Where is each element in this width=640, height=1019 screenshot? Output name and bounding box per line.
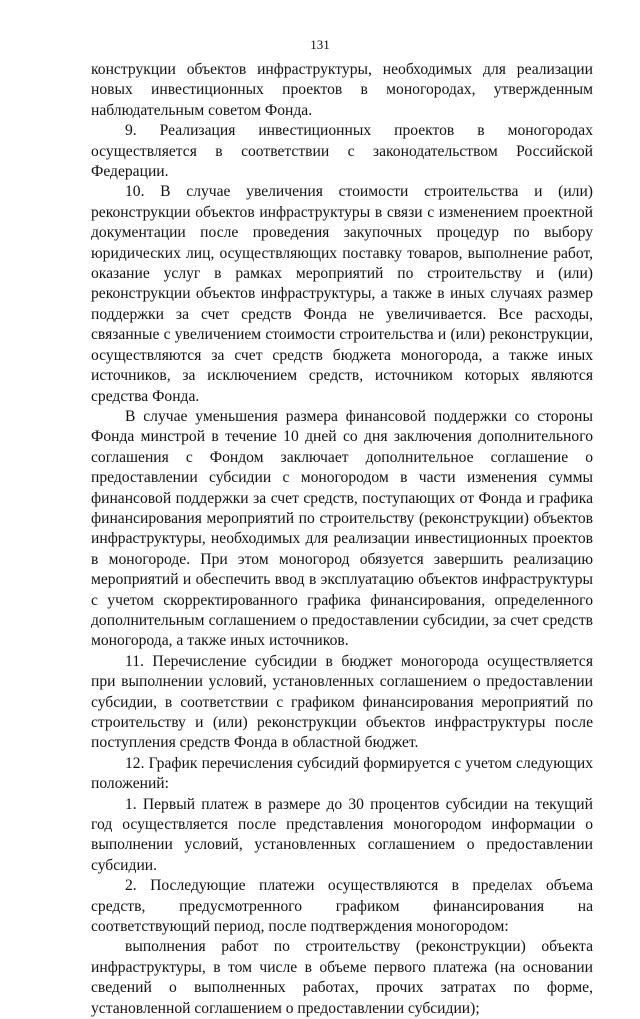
paragraph-12-item-1: 1. Первый платеж в размере до 30 процентов субсидии на текущий год осуществляется после представления моногородом информации о выполнении условий, установленных соглашением о предоставлении субсидии. [91,795,593,874]
page-number: 131 [310,37,330,52]
paragraph-11: 11. Перечисление субсидии в бюджет моногорода осуществляется при выполнении условий, установленных соглашением о предоставлении субсидии, в соответствии с графиком финансирования мероприятий по строительству и (или) реконструкции объектов инфраструктуры после поступления средств Фонда в областной бюджет. [91,652,593,752]
page-body [91,60,593,1019]
paragraph-continuation: конструкции объектов инфраструктуры, необходимых для реализации новых инвестиционных проектов в моногородах, утвержденным наблюдательным советом Фонда. [91,61,593,119]
paragraph-10-reduction: В случае уменьшения размера финансовой поддержки со стороны Фонда минстрой в течение 10 дней со дня заключения дополнительного соглашения с Фондом заключает дополнительное соглашение о предоставлении субсидии с моногородом в части изменения суммы финансовой поддержки за счет средств, поступающих от Фонда и графика финансирования мероприятий по строительству (реконструкции) объектов инфраструктуры, необходимых для реализации инвестиционных проектов в моногороде. При этом моногород обязуется завершить реализацию мероприятий и обеспечить ввод в эксплуатацию объектов инфраструктуры с учетом скорректированного графика финансирования, определенного дополнительным соглашением о предоставлении субсидии, за счет средств моногорода, а также иных источников. [91,407,593,650]
paragraph-9: 9. Реализация инвестиционных проектов в моногородах осуществляется в соответствии с законодательством Российской Федерации. [91,122,593,181]
paragraph-12-item-2: 2. Последующие платежи осуществляются в пределах объема средств, предусмотренного графиком финансирования на соответствующий период, после подтверждения моногородом: [91,877,593,936]
paragraph-12: 12. График перечисления субсидий формируется с учетом следующих положений: [91,754,593,793]
paragraph-10: 10. В случае увеличения стоимости строительства и (или) реконструкции объектов инфраструктуры в связи с изменением проектной документации после проведения закупочных процедур по выбору юридических лиц, осуществляющих поставку товаров, выполнение работ, оказание услуг в рамках мероприятий по строительству и (или) реконструкции объектов инфраструктуры, а также в иных случаях размер поддержки за счет средств Фонда не увеличивается. Все расходы, связанные с увеличением стоимости строительства и (или) реконструкции, осуществляются за счет средств бюджета моногорода, а также иных источников, за исключением средств, источником которых являются средства Фонда. [91,183,593,405]
paragraph-works-completion: выполнения работ по строительству (реконструкции) объекта инфраструктуры, в том числе в объеме первого платежа (на основании сведений о выполненных работах, прочих затратах по форме, установленной соглашением о предоставлении субсидии); [91,938,593,1017]
